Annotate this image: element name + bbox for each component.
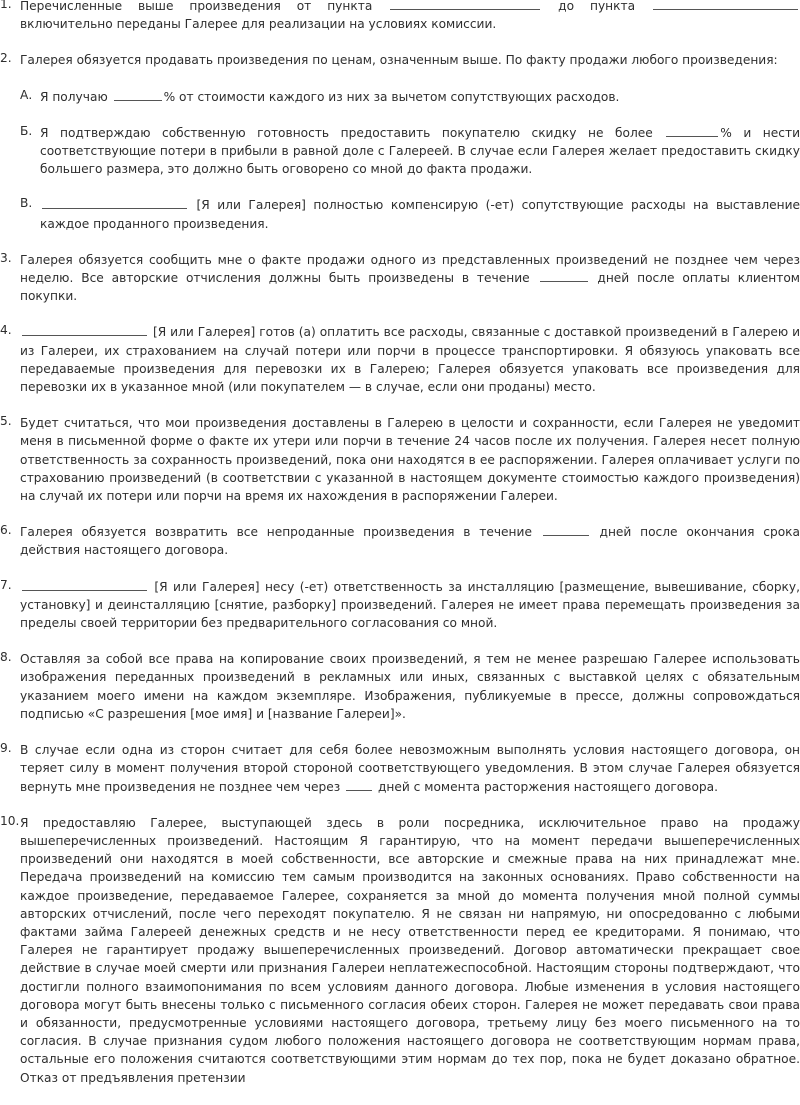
clause-2c <box>20 196 800 232</box>
clause-7 <box>0 578 800 633</box>
clause-text: Галерея обязуется возвратить все непроданные произведения в течение дней после окончания срока действия настоящего договора. <box>20 525 800 558</box>
clause-2b <box>20 124 800 179</box>
clause-text: Галерея обязуется продавать произведения по ценам, означенным выше. По факту продажи любого произведения: <box>20 53 778 68</box>
clause-10 <box>0 814 800 1087</box>
blank-line <box>114 88 162 101</box>
clause-text: [Я или Галерея] готов (а) оплатить все расходы, связанные с доставкой произведений в Галерею и из Галереи, их страхованием на случай потери или порчи в процессе транспортировки. Я обязуюсь упаковать все передаваемые произведения для перевозки их в Галерею; Галерея обязуется упаковать все произведения для перевозки их в указанное мной (или покупателем — в случае, если они проданы) место. <box>20 325 800 395</box>
clause-4 <box>0 323 800 396</box>
clause-number: 7. <box>0 577 12 592</box>
blank-line <box>346 778 372 791</box>
clause-number: 9. <box>0 741 12 756</box>
clause-number: 3. <box>0 250 12 265</box>
blank-line <box>22 323 147 336</box>
clause-text: Я предоставляю Галерее, выступающей здесь в роли посредника, исключительное право на продажу вышеперечисленных произведений. Настоящим Я гарантирую, что на момент передачи вышеперечисленных произведений они находятся в моей собственности, все авторские и смежные права на них принадлежат мне. Передача произведений на комиссию тем самым производится на законных основаниях. Право собственности на каждое произведение, передаваемое Галерее, сохраняется за мной до момента получения мной полной суммы авторских отчислений, после чего переходят покупателю. Я не связан ни напрямую, ни опосредованно с любыми фактами займа Галереей денежных средств и не несу ответственности перед ее кредиторами. Я понимаю, что Галерея не гарантирует продажу вышеперечисленных произведений. Договор автоматически прекращает свое действие в случае моей смерти или признания Галереи неплатежеспособной. Настоящим стороны подтверждают, что достигли полного взаимопонимания по всем условиям данного договора. Любые изменения в условия настоящего договора могут быть внесены только с письменного согласия обеих сторон. Галерея не может передавать свои права и обязанности, предусмотренные условиями настоящего договора, третьему лицу без моего письменного на то согласия. В случае признания судом любого положения настоящего договора не соответствующим нормам права, остальные его положения считаются соответствующими этим нормам до тех пор, пока не будет доказано обратное. Отказ от предъявления претензии <box>20 815 800 1085</box>
clause-text: Я получаю % от стоимости каждого из них за вычетом сопутствующих расходов. <box>40 89 620 104</box>
clause-text: Галерея обязуется сообщить мне о факте продажи одного из представленных произведений не позднее чем через неделю. Все авторские отчисления должны быть произведены в течение дней после оплаты клиентом покупки. <box>20 252 800 304</box>
clause-number: Б. <box>20 123 33 138</box>
blank-line <box>653 0 798 10</box>
clause-number: 8. <box>0 650 12 665</box>
blank-line <box>540 269 588 282</box>
clause-number: 6. <box>0 523 12 538</box>
clause-text: Я подтверждаю собственную готовность предоставить покупателю скидку не более % и нести соответствующие потери в прибыли в равной доле с Галереей. В случае если Галерея желает предоставить скидку большего размера, это должно быть оговорено со мной до факта продажи. <box>40 125 800 177</box>
clause-5 <box>0 414 800 505</box>
blank-line <box>543 523 589 536</box>
clause-text: [Я или Галерея] полностью компенсирую (-ет) сопутствующие расходы на выставление каждое проданного произведения. <box>40 198 800 231</box>
clause-text: В случае если одна из сторон считает для себя более невозможным выполнять условия настоящего договора, он теряет силу в момент получения второй стороной соответствующего уведомления. В этом случае Галерея обязуется вернуть мне произведения не позднее чем через дней с момента расторжения настоящего договора. <box>20 743 800 794</box>
clause-6 <box>0 523 800 559</box>
clause-text: Будет считаться, что мои произведения доставлены в Галерею в целости и сохранности, если Галерея не уведомит меня в письменной форме о факте их утери или порчи в течение 24 часов после их получения. Галерея несет полную ответственность за сохранность произведений, пока они находятся в ее распоряжении. Галерея оплачивает услуги по страхованию произведений (в соответствии с указанной в настоящем документе стоимостью каждого произведения) на случай их потери или порчи на время их нахождения в распоряжении Галереи. <box>20 416 800 504</box>
clause-2 <box>0 51 800 69</box>
clause-number: 10. <box>0 813 20 828</box>
clause-number: А. <box>20 87 33 102</box>
clause-number: В. <box>20 196 33 211</box>
clause-8 <box>0 650 800 723</box>
blank-line <box>666 124 718 137</box>
clause-number: 2. <box>0 51 12 66</box>
clause-number: 5. <box>0 414 12 429</box>
clause-text: Оставляя за собой все права на копирование своих произведений, я тем не менее разрешаю Галерее использовать изображения переданных произведений в рекламных или иных, связанных с выставкой целях с обязательным указанием моего имени на каждом экземпляре. Изображения, публикуемые в прессе, должны сопровождаться подписью «С разрешения [мое имя] и [название Галереи]». <box>20 652 800 721</box>
blank-line <box>42 196 187 209</box>
clause-1 <box>0 0 800 33</box>
clause-text: [Я или Галерея] несу (-ет) ответственность за инсталляцию [размещение, вывешивание, сборку, установку] и деинсталляцию [снятие, разборку] произведений. Галерея не имеет права перемещать произведения за пределы своей территории без предварительного согласования со мной. <box>20 579 800 631</box>
blank-line <box>390 0 540 10</box>
clause-text: Перечисленные выше произведения от пункта до пункта включительно переданы Галерее для реализации на условиях комиссии. <box>20 0 800 33</box>
clause-number: 1. <box>0 0 12 11</box>
blank-line <box>22 578 147 591</box>
clause-3 <box>0 251 800 306</box>
clause-2a <box>20 88 800 106</box>
clause-number: 4. <box>0 323 12 338</box>
clause-9 <box>0 741 800 796</box>
